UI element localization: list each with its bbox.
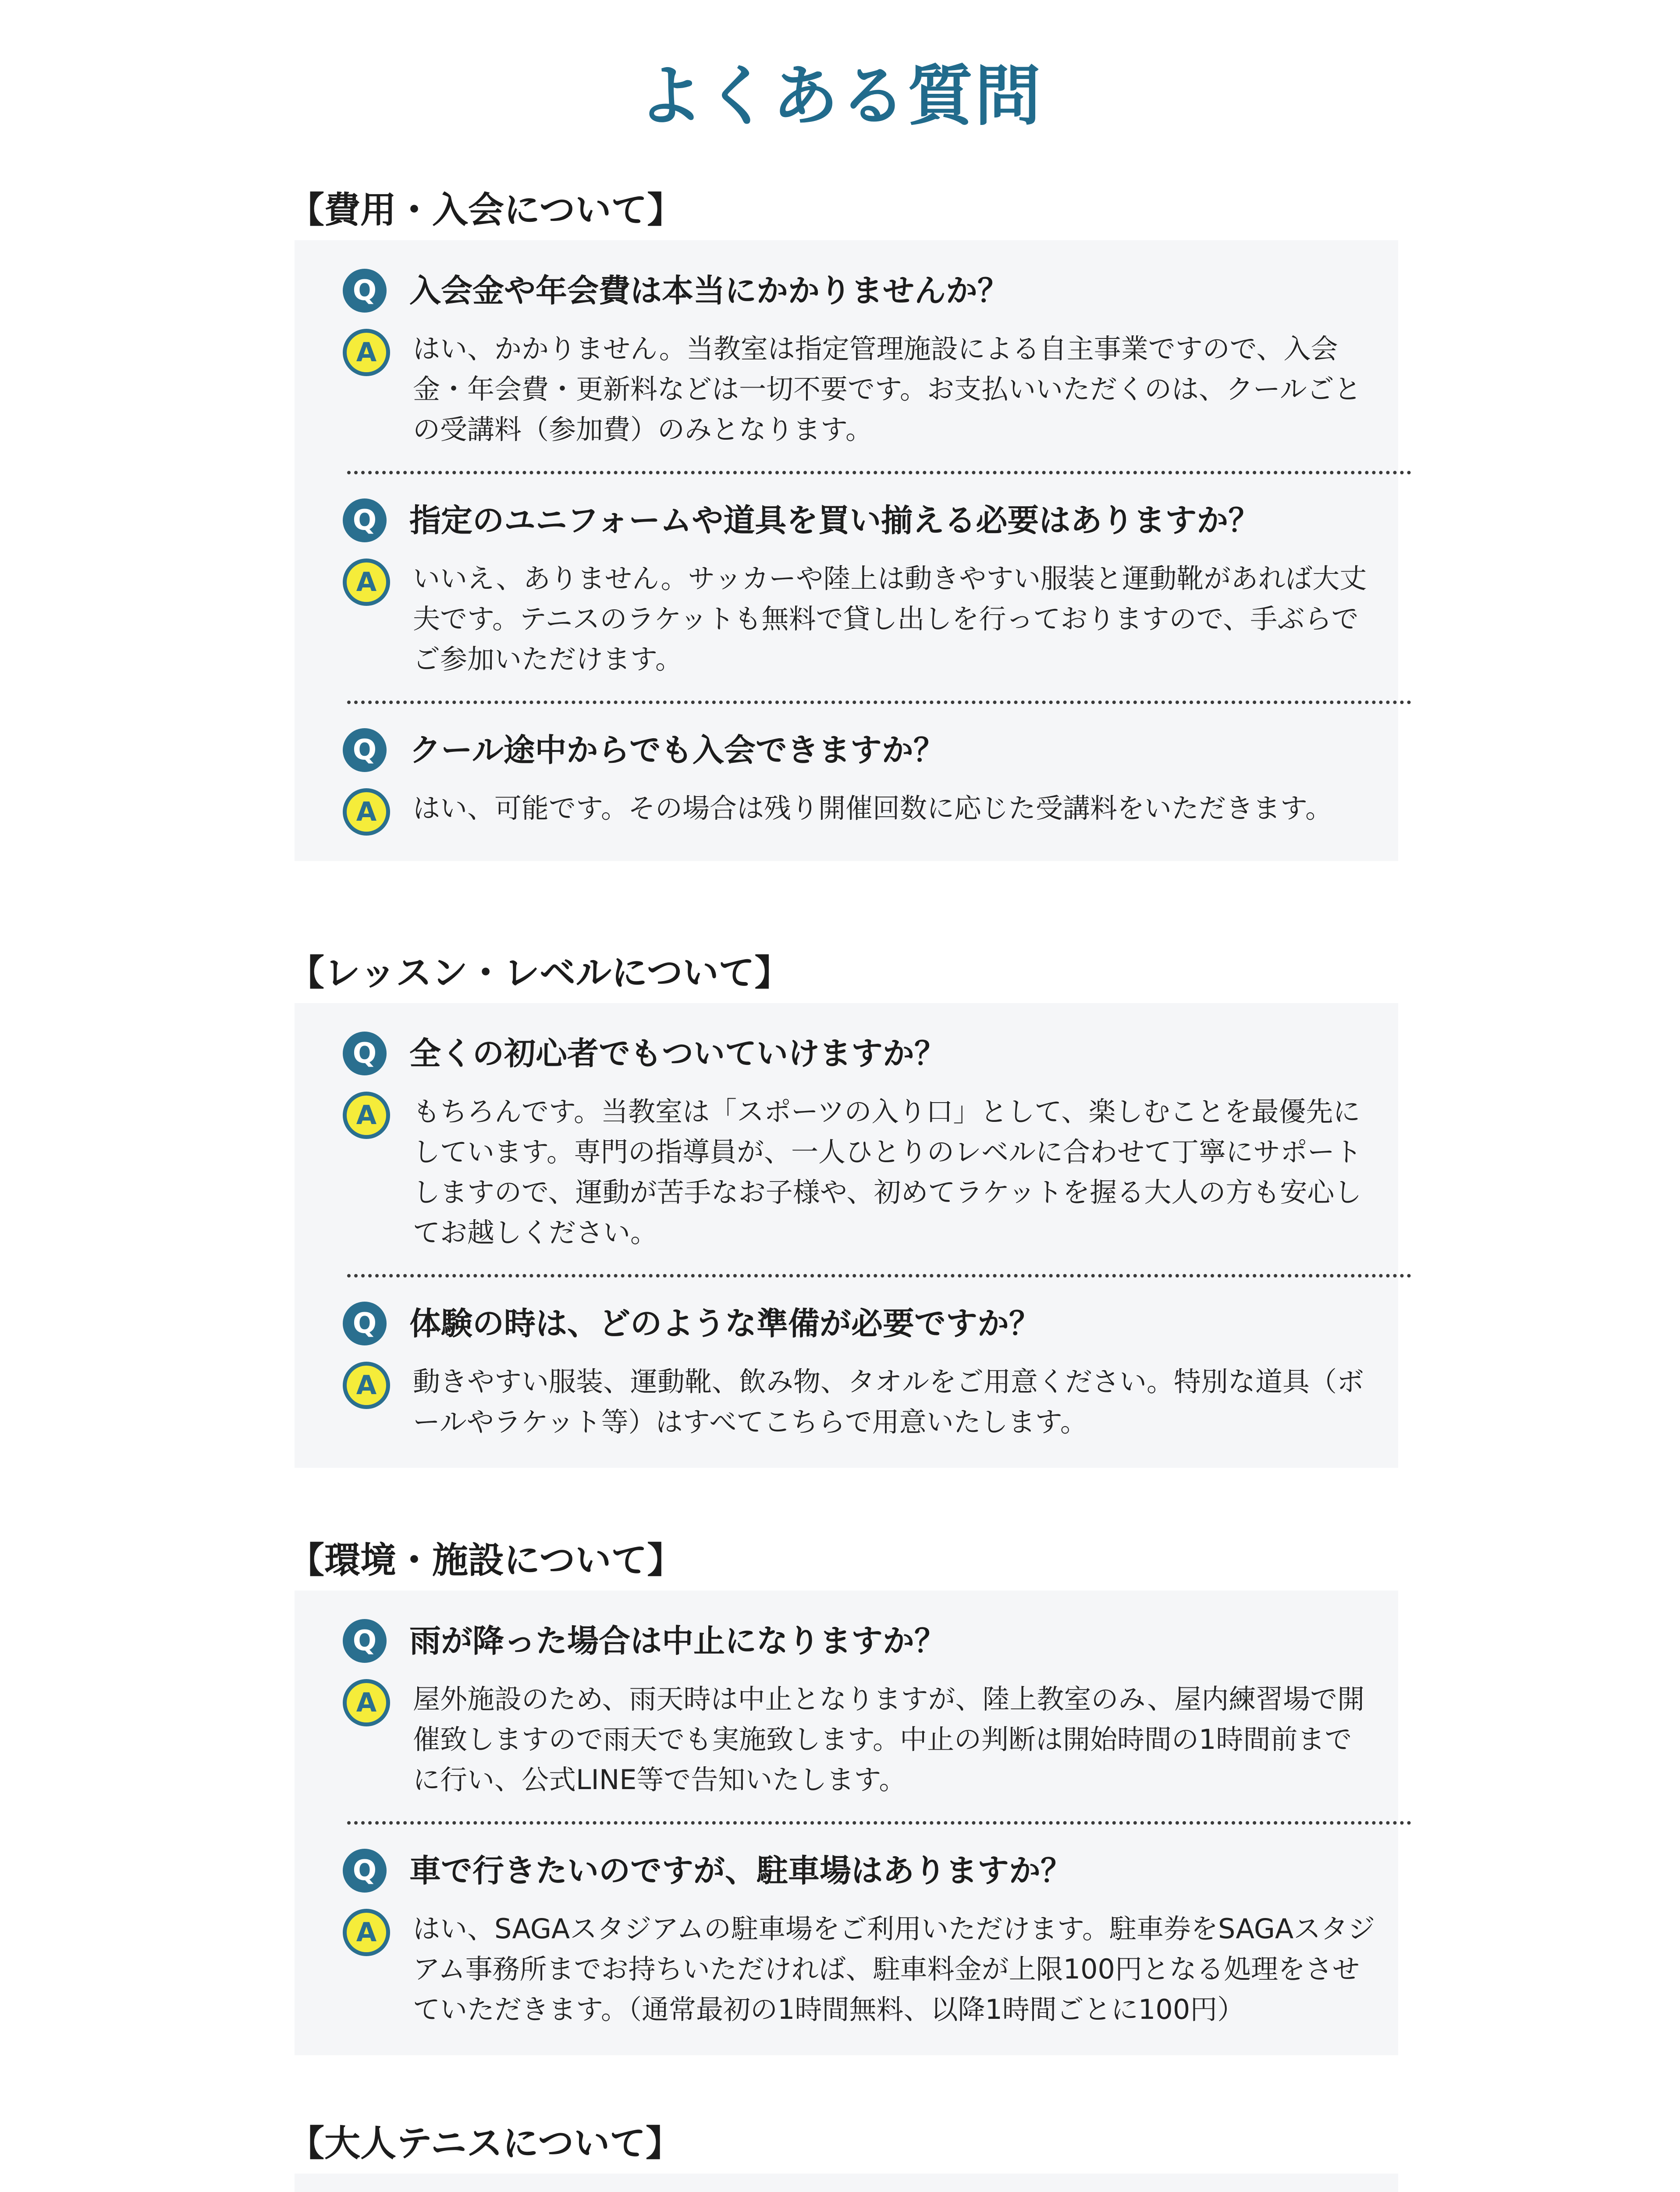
question-badge-icon: Q: [343, 1619, 387, 1663]
answer-text: いいえ、ありません。サッカーや陸上は動きやすい服装と運動靴があれば大丈夫です。テニスのラケットも無料で貸し出しを行っておりますので、手ぶらでご参加いただけます。: [413, 562, 1367, 675]
question-row: [324, 267, 1375, 315]
question-badge-icon: Q: [343, 1302, 387, 1345]
question-text: 雨が降った場合は中止になりますか？: [409, 1623, 946, 1659]
page-title: よくある質問: [637, 58, 1043, 135]
section-heading: 【環境・施設について】: [288, 1540, 683, 1581]
question-row: [324, 1847, 1375, 1895]
question-row: [324, 496, 1375, 544]
faq-card: [295, 1591, 1398, 2055]
dotted-divider: [347, 1821, 1411, 1825]
question-row: [324, 1029, 1375, 1078]
answer-badge-icon: A: [343, 1909, 390, 1956]
question-row: [324, 1617, 1375, 1665]
answer-row: [324, 1909, 1375, 2030]
section-heading: 【大人テニスについて】: [288, 2123, 682, 2164]
section-heading: 【費用・入会について】: [288, 189, 683, 231]
question-text: 入会金や年会費は本当にかかりませんか？: [409, 272, 1009, 309]
question-badge-icon: Q: [343, 269, 387, 313]
section-facilities: [288, 1539, 1398, 2055]
answer-row: [324, 788, 1375, 836]
faq-item: [324, 267, 1375, 450]
question-badge-icon: Q: [343, 1032, 387, 1075]
dotted-divider: [347, 1274, 1411, 1277]
faq-card: [295, 240, 1398, 861]
dotted-divider: [347, 471, 1411, 474]
answer-row: [324, 1679, 1375, 1800]
answer-text: はい、SAGAスタジアムの駐車場をご利用いただけます。駐車券をSAGAスタジアム事務所までお持ちいただければ、駐車料金が上限100円となる処理をさせていただきます。（通常最初の1時間無料、以降1時間ごとに100円）: [413, 1913, 1375, 2025]
section-heading: 【レッスン・レベルについて】: [288, 952, 791, 994]
question-row: [324, 726, 1375, 774]
section-adult-tennis: [288, 2122, 1398, 2192]
question-badge-icon: Q: [343, 1849, 387, 1893]
section-fees: [288, 189, 1398, 861]
answer-row: [324, 329, 1375, 450]
question-badge-icon: Q: [343, 728, 387, 772]
answer-badge-icon: A: [343, 788, 390, 836]
answer-text: 屋外施設のため、雨天時は中止となりますが、陸上教室のみ、屋内練習場で開催致しますので雨天でも実施致します。中止の判断は開始時間の1時間前までに行い、公式LINE等で告知いたします。: [413, 1683, 1365, 1796]
answer-badge-icon: A: [343, 1092, 390, 1139]
question-row: [324, 1299, 1375, 1348]
faq-item: [324, 726, 1375, 836]
question-text: 車で行きたいのですが、駐車場はありますか？: [409, 1852, 1073, 1889]
question-text: 指定のユニフォームや道具を買い揃える必要はありますか？: [409, 502, 1260, 539]
answer-text: はい、可能です。その場合は残り開催回数に応じた受講料をいただきます。: [413, 792, 1333, 824]
answer-row: [324, 1362, 1375, 1442]
answer-badge-icon: A: [343, 329, 390, 376]
dotted-divider: [347, 701, 1411, 704]
faq-card: [295, 1003, 1398, 1468]
answer-text: 動きやすい服装、運動靴、飲み物、タオルをご用意ください。特別な道具（ボールやラケット等）はすべてこちらで用意いたします。: [413, 1366, 1364, 1438]
answer-badge-icon: A: [343, 1679, 390, 1726]
answer-text: はい、かかりません。当教室は指定管理施設による自主事業ですので、入会金・年会費・更新料などは一切不要です。お支払いいただくのは、クールごとの受講料（参加費）のみとなります。: [413, 333, 1361, 445]
section-lessons: [288, 951, 1398, 1468]
question-text: クール途中からでも入会できますか？: [409, 732, 945, 769]
faq-item: [324, 496, 1375, 680]
answer-badge-icon: A: [343, 1362, 390, 1409]
faq-item: [324, 1299, 1375, 1442]
answer-badge-icon: A: [343, 559, 390, 606]
question-badge-icon: Q: [343, 498, 387, 542]
faq-item: [324, 1847, 1375, 2030]
faq-item: [324, 1029, 1375, 1253]
question-text: 全くの初心者でもついていけますか？: [409, 1035, 946, 1072]
faq-card: [295, 2174, 1398, 2192]
answer-text: もちろんです。当教室は「スポーツの入り口」として、楽しむことを最優先にしています。専門の指導員が、一人ひとりのレベルに合わせて丁寧にサポートしますので、運動が苦手なお子様や、初めてラケットを握る大人の方も安心してお越しください。: [413, 1096, 1362, 1249]
question-text: 体験の時は、どのような準備が必要ですか？: [409, 1305, 1041, 1342]
answer-row: [324, 559, 1375, 680]
faq-item: [324, 1617, 1375, 1800]
answer-row: [324, 1092, 1375, 1253]
